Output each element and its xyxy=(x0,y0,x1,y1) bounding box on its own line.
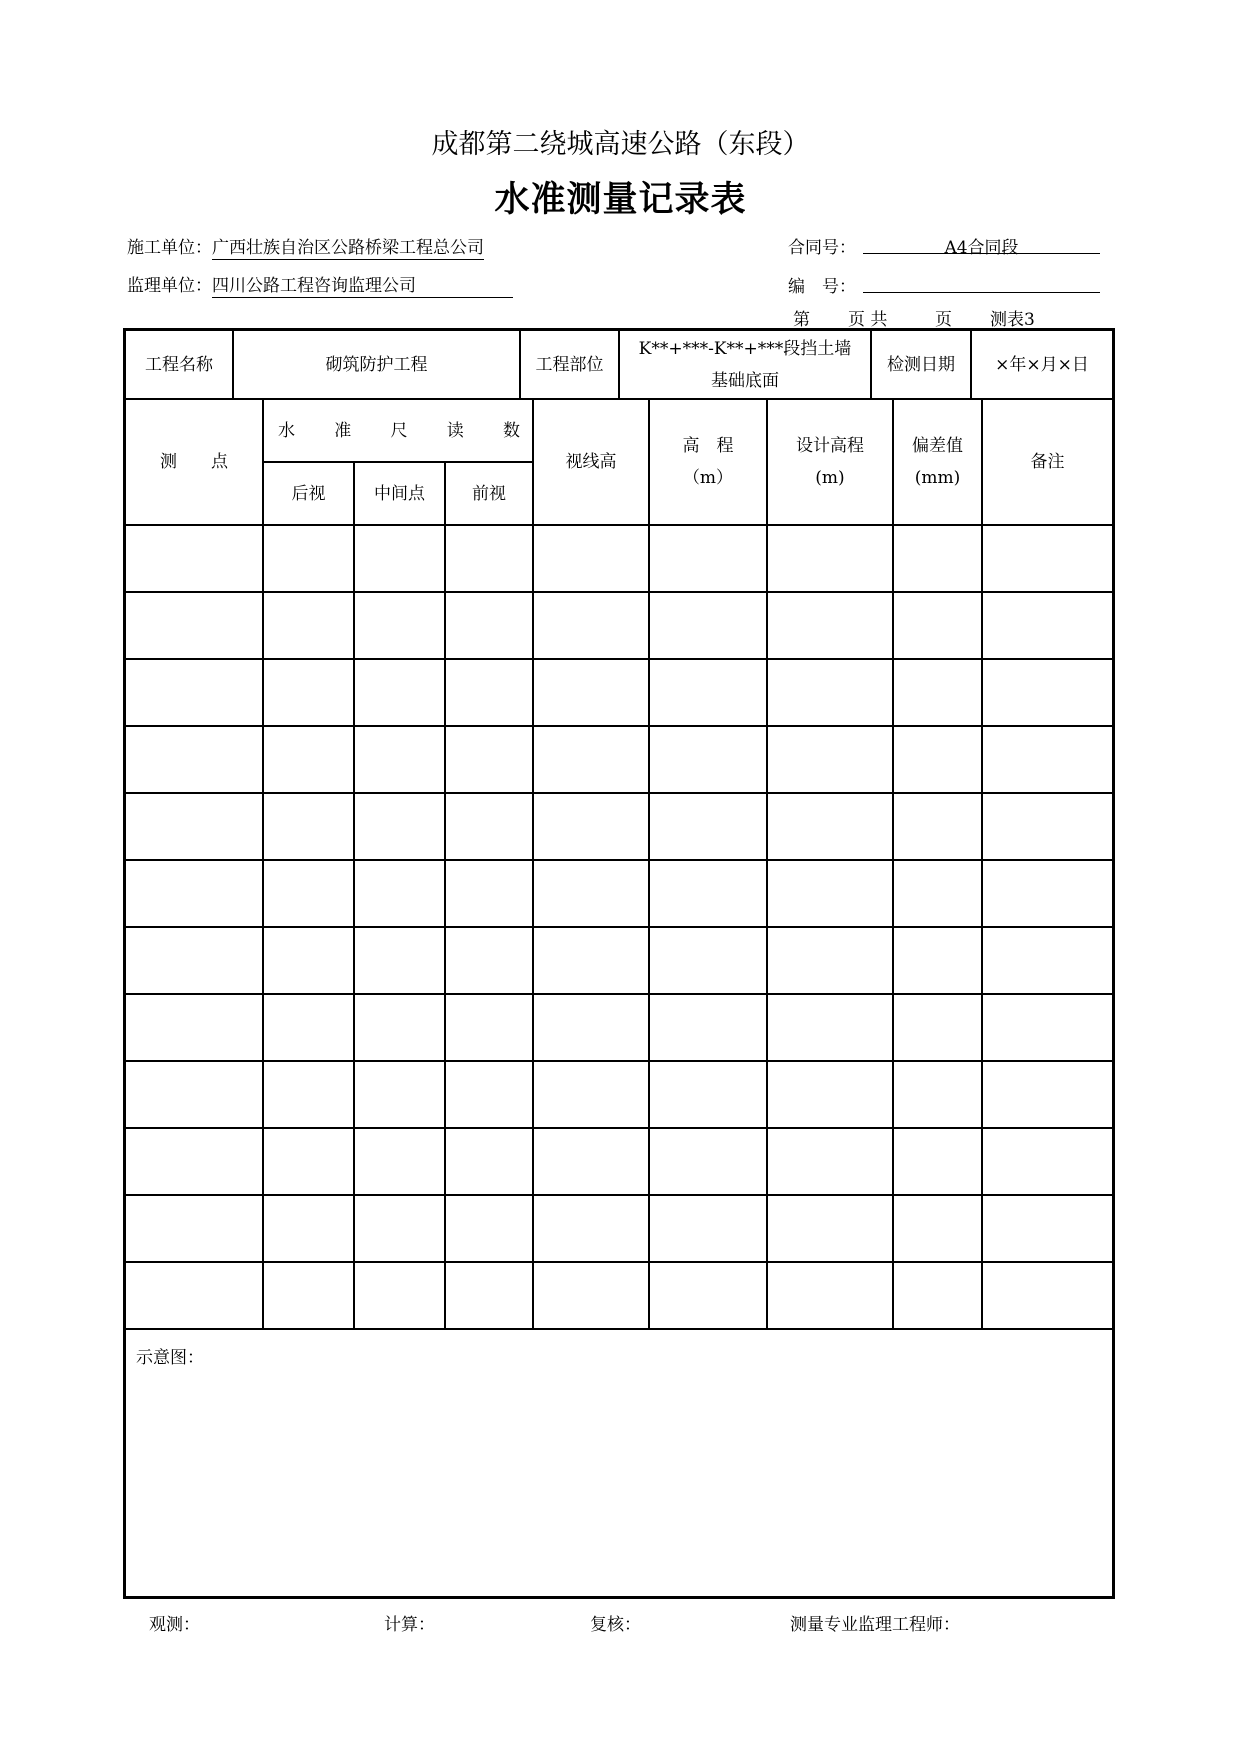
header-elevation xyxy=(650,400,766,524)
project-name-value: 砌筑防护工程 xyxy=(325,354,428,375)
header-level-char: 读 xyxy=(446,420,464,441)
grid-line xyxy=(126,591,1112,593)
date-value: ×年×月×日 xyxy=(995,354,1089,375)
grid-line xyxy=(532,398,534,1328)
project-name-label: 工程名称 xyxy=(145,354,213,375)
header-level-reading xyxy=(264,400,532,461)
header-design-elevation xyxy=(768,400,892,524)
header-deviation-label: 偏差值 xyxy=(912,436,963,456)
project-part-label: 工程部位 xyxy=(535,354,604,375)
grid-line xyxy=(126,524,1112,526)
header-remarks: 备注 xyxy=(1030,452,1065,472)
contract-value: A4合同段 xyxy=(944,238,1019,258)
contractor-label: 施工单位： xyxy=(127,238,212,258)
header-intermediate: 中间点 xyxy=(374,483,425,504)
project-part-line2: 基础底面 xyxy=(711,370,779,391)
contract-label: 合同号： xyxy=(788,238,856,258)
grid-line xyxy=(648,398,650,1328)
document-title: 水准测量记录表 xyxy=(494,179,747,220)
grid-line xyxy=(126,926,1112,928)
grid-line xyxy=(126,658,1112,660)
header-foresight: 前视 xyxy=(472,483,506,504)
grid-line xyxy=(126,1127,1112,1129)
header-level-char: 准 xyxy=(334,420,352,441)
grid-line xyxy=(126,993,1112,995)
grid-line xyxy=(126,859,1112,861)
grid-line xyxy=(126,1261,1112,1263)
header-deviation-unit: (mm) xyxy=(914,468,961,488)
grid-line xyxy=(892,398,894,1328)
supervisor-value: 四川公路工程咨询监理公司 xyxy=(212,271,513,298)
page-di: 第 xyxy=(793,310,810,330)
header-level-char: 数 xyxy=(503,420,520,441)
header-point: 测 点 xyxy=(160,452,228,472)
number-underline xyxy=(863,292,1100,293)
project-part-line1: K**+***-K**+***段挡土墙 xyxy=(638,338,852,359)
footer-reviewer: 复核： xyxy=(590,1615,641,1635)
project-part-value xyxy=(620,331,870,398)
header-line-of-sight: 视线高 xyxy=(565,452,617,472)
header-design-elevation-unit: (m) xyxy=(815,468,845,488)
table-number: 测表3 xyxy=(990,310,1035,330)
supervisor-label: 监理单位： xyxy=(127,276,212,296)
grid-line xyxy=(126,1060,1112,1062)
grid-line xyxy=(766,398,768,1328)
footer-engineer: 测量专业监理工程师： xyxy=(790,1615,960,1635)
grid-line xyxy=(353,461,355,1328)
header-design-elevation-label: 设计高程 xyxy=(796,436,864,456)
grid-line xyxy=(981,398,983,1328)
header-elevation-label: 高 程 xyxy=(682,436,734,456)
grid-line xyxy=(262,398,264,1328)
page-ye-gong: 页 共 xyxy=(848,310,888,330)
contractor-value: 广西壮族自治区公路桥梁工程总公司 xyxy=(212,233,484,260)
header-deviation xyxy=(894,400,981,524)
page-ye: 页 xyxy=(935,310,952,330)
grid-line xyxy=(126,725,1112,727)
document-subtitle: 成都第二绕城高速公路（东段） xyxy=(431,129,810,160)
date-label: 检测日期 xyxy=(887,354,955,375)
header-backsight: 后视 xyxy=(291,483,326,504)
sketch-label: 示意图： xyxy=(136,1348,204,1368)
grid-line xyxy=(444,461,446,1328)
grid-line xyxy=(126,1194,1112,1196)
header-elevation-unit: （m） xyxy=(682,468,734,488)
record-form xyxy=(123,328,1115,1599)
header-level-char: 尺 xyxy=(390,420,408,441)
supervisor-row xyxy=(127,271,513,298)
footer-observer: 观测： xyxy=(149,1615,200,1635)
grid-line xyxy=(126,792,1112,794)
number-label: 编 号： xyxy=(788,277,856,297)
footer-calculator: 计算： xyxy=(384,1615,435,1635)
grid-line xyxy=(126,1328,1112,1330)
contractor-row xyxy=(127,233,484,260)
header-level-char: 水 xyxy=(278,420,295,441)
